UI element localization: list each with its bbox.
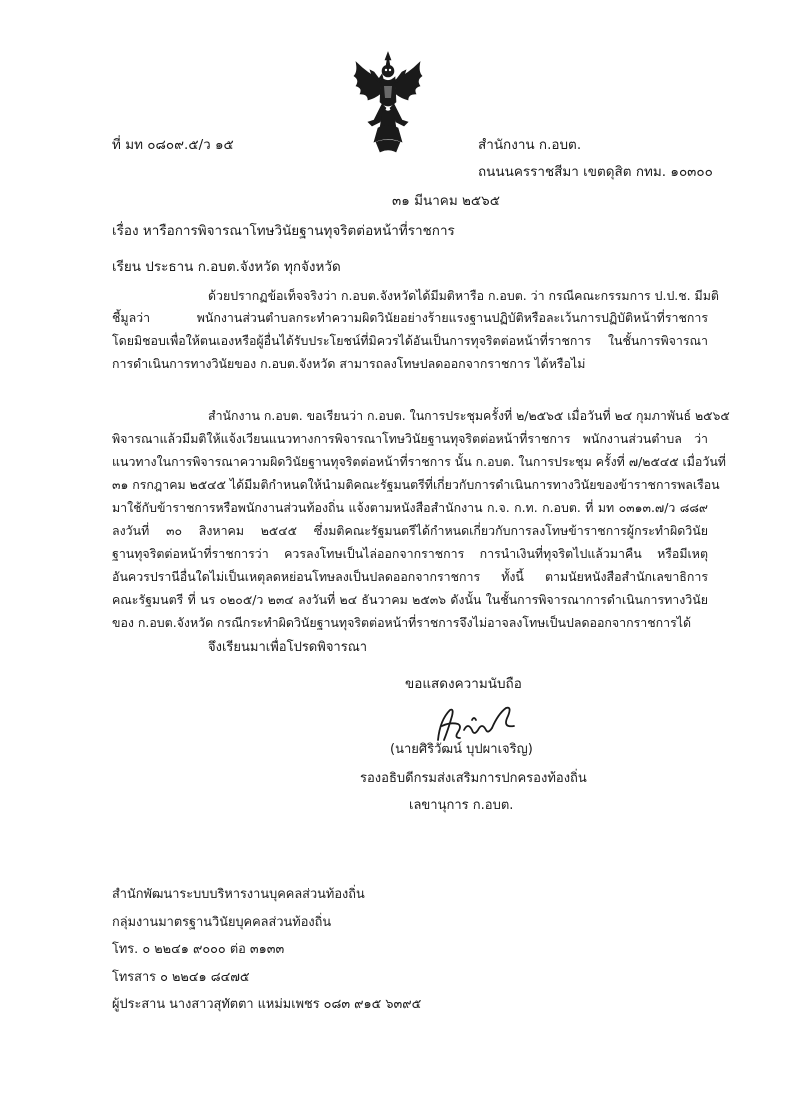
paragraph-line: สำนักงาน ก.อบต. ขอเรียนว่า ก.อบต. ในการประชุมครั้งที่ ๒/๒๕๖๕ เมื่อวันที่ ๒๔ กุมภาพันธ์ ๒๕๖๕ — [208, 408, 730, 423]
paragraph-line: ลงวันที่ ๓๐ สิงหาคม ๒๕๔๕ ซึ่งมติคณะรัฐมนตรีได้กำหนดเกี่ยวกับการลงโทษข้าราชการผู้กระทำผิดวินัย — [112, 523, 708, 538]
paragraph-line: การดำเนินการทางวินัยของ ก.อบต.จังหวัด สามารถลงโทษปลดออกจากราชการ ได้หรือไม่ — [112, 356, 586, 371]
paragraph-line: ๓๑ กรกฎาคม ๒๕๔๕ ได้มีมติกำหนดให้นำมติคณะรัฐมนตรีที่เกี่ยวกับการดำเนินการทางวินัยของข้าราชการพลเรือน — [112, 477, 720, 492]
paragraph-line: ด้วยปรากฏข้อเท็จจริงว่า ก.อบต.จังหวัดได้มีมติหารือ ก.อบต. ว่า กรณีคณะกรรมการ ป.ป.ช. มีมติ — [208, 288, 719, 303]
garuda-emblem-icon — [350, 50, 426, 154]
footer-division: สำนักพัฒนาระบบบริหารงานบุคคลส่วนท้องถิ่น — [112, 887, 365, 902]
paragraph-line: ชี้มูลว่า พนักงานส่วนตำบลกระทำความผิดวินัยอย่างร้ายแรงฐานปฏิบัติหรือละเว้นการปฏิบัติหน้าที่ราชการ — [112, 310, 708, 325]
paragraph-line: ของ ก.อบต.จังหวัด กรณีกระทำผิดวินัยฐานทุจริตต่อหน้าที่ราชการจึงไม่อาจลงโทษเป็นปลดออกจากราชการได้ — [112, 615, 692, 630]
footer-phone: โทร. ๐ ๒๒๔๑ ๙๐๐๐ ต่อ ๓๑๓๓ — [112, 942, 285, 957]
sender-address: ถนนนครราชสีมา เขตดุสิต กทม. ๑๐๓๐๐ — [478, 164, 713, 180]
signer-position-1: รองอธิบดีกรมส่งเสริมการปกครองท้องถิ่น — [360, 771, 587, 786]
paragraph-line: มาใช้กับข้าราชการหรือพนักงานส่วนท้องถิ่น แจ้งตามหนังสือสำนักงาน ก.จ. ก.ท. ก.อบต. ที่ มท ๐๓๑๓.๗/ว ๘๘๙ — [112, 500, 708, 515]
document-date: ๓๑ มีนาคม ๒๕๖๕ — [392, 193, 500, 209]
recipient-line: เรียน ประธาน ก.อบต.จังหวัด ทุกจังหวัด — [112, 259, 341, 275]
body-paragraph-2 — [112, 407, 730, 647]
paragraph-line: โดยมิชอบเพื่อให้ตนเองหรือผู้อื่นได้รับประโยชน์ที่มิควรได้อันเป็นการทุจริตต่อหน้าที่ราชการ ในชั้นการพิจารณา — [112, 333, 708, 348]
document-reference-number: ที่ มท ๐๘๐๙.๕/ว ๑๕ — [112, 137, 234, 153]
footer-coordinator: ผู้ประสาน นางสาวสุทัตตา แหม่มเพชร ๐๘๓ ๙๑๕ ๖๓๙๕ — [112, 997, 422, 1012]
paragraph-line: ฐานทุจริตต่อหน้าที่ราชการว่า ควรลงโทษเป็นไล่ออกจากราชการ การนำเงินที่ทุจริตไปแล้วมาคืน หรือมีเหตุ — [112, 546, 708, 561]
body-paragraph-3: จึงเรียนมาเพื่อโปรดพิจารณา — [208, 640, 368, 655]
closing-salutation: ขอแสดงความนับถือ — [405, 676, 522, 692]
paragraph-line: อันควรปรานีอื่นใดไม่เป็นเหตุลดหย่อนโทษลงเป็นปลดออกจากราชการ ทั้งนี้ ตามนัยหนังสือสำนักเลขาธิการ — [112, 569, 708, 584]
paragraph-line: พิจารณาแล้วมีมติให้แจ้งเวียนแนวทางการพิจารณาโทษวินัยฐานทุจริตต่อหน้าที่ราชการ พนักงานส่วนตำบล ว่า — [112, 431, 708, 446]
body-paragraph-1 — [112, 287, 719, 391]
footer-fax: โทรสาร ๐ ๒๒๔๑ ๘๔๗๕ — [112, 970, 250, 985]
sender-office: สำนักงาน ก.อบต. — [478, 137, 582, 153]
footer-group: กลุ่มงานมาตรฐานวินัยบุคคลส่วนท้องถิ่น — [112, 915, 332, 930]
signer-position-2: เลขานุการ ก.อบต. — [409, 798, 514, 813]
paragraph-line: แนวทางในการพิจารณาความผิดวินัยฐานทุจริตต่อหน้าที่ราชการ นั้น ก.อบต. ในการประชุม ครั้งที่ ๗/๒๕๔๕ เมื่อวันที่ — [112, 454, 726, 469]
subject-line: เรื่อง หารือการพิจารณาโทษวินัยฐานทุจริตต่อหน้าที่ราชการ — [112, 223, 455, 239]
signer-name: (นายศิริวัฒน์ บุปผาเจริญ) — [390, 742, 533, 757]
paragraph-line: คณะรัฐมนตรี ที่ นร ๐๒๐๕/ว ๒๓๔ ลงวันที่ ๒๔ ธันวาคม ๒๕๓๖ ดังนั้น ในชั้นการพิจารณาการดำเนินการทางวินัย — [112, 592, 708, 607]
